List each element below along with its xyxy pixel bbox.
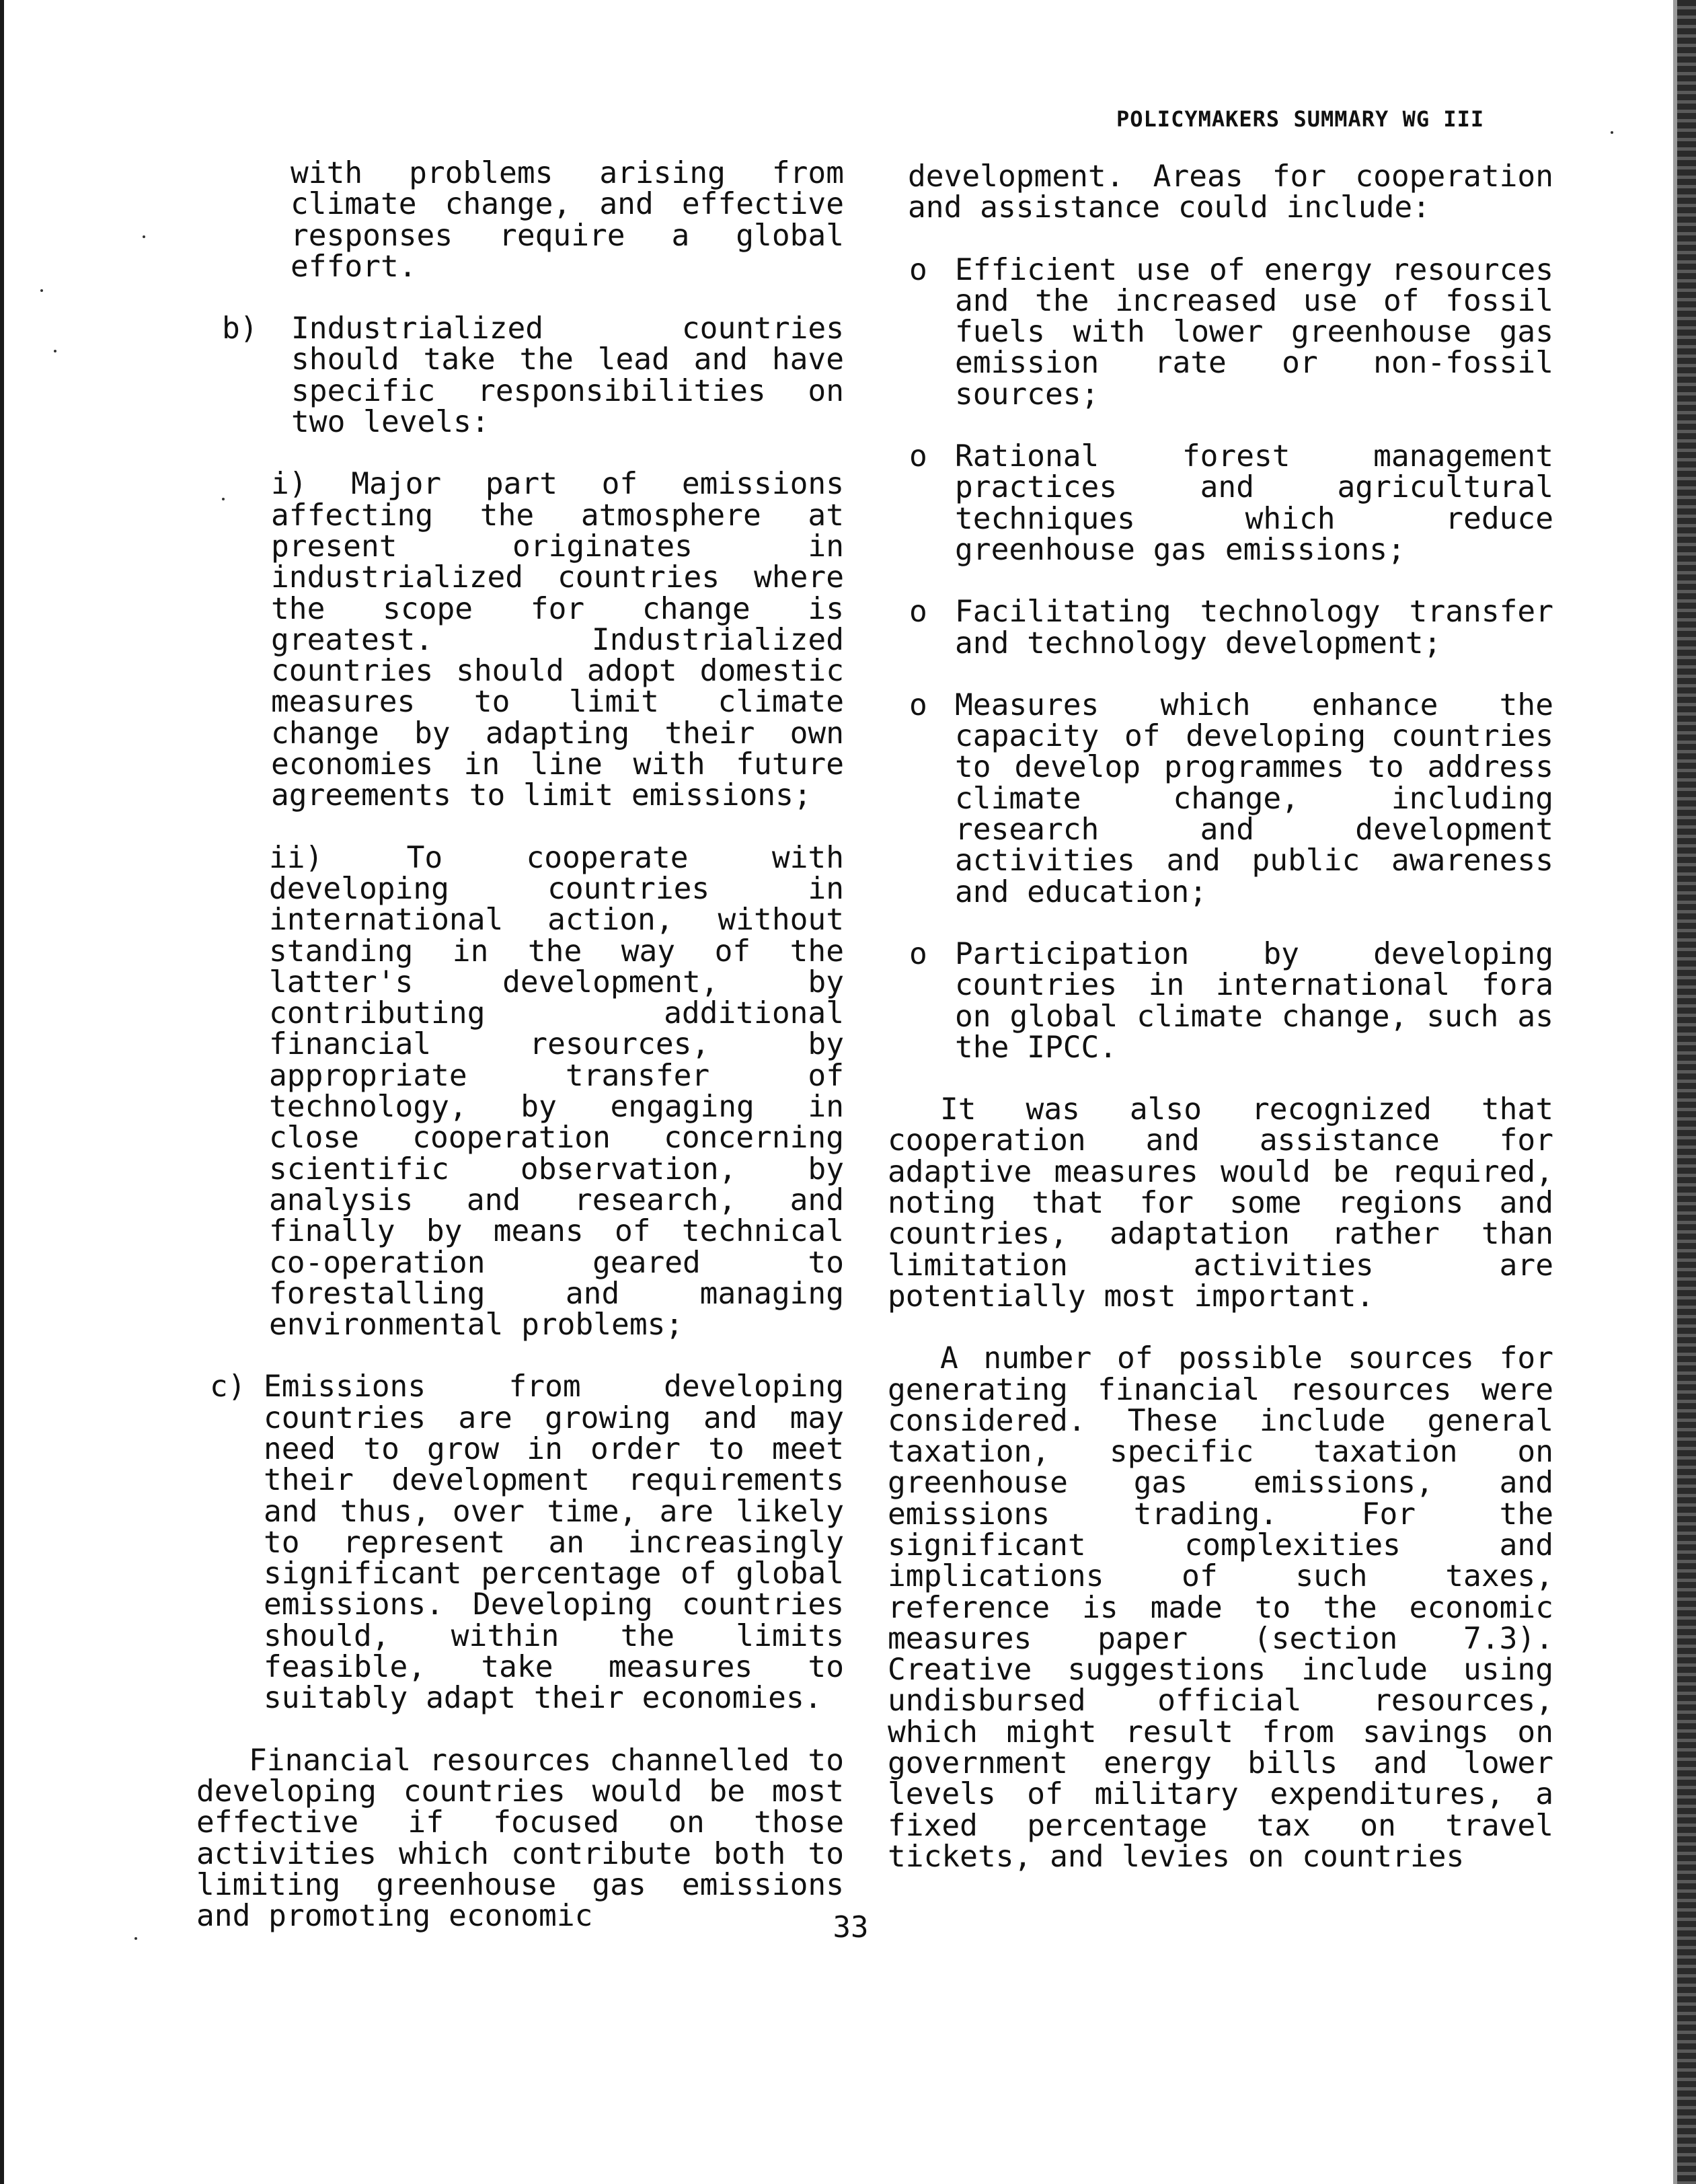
running-header: POLICYMAKERS SUMMARY WG III	[1116, 106, 1485, 132]
list-item-text: Emissions from developing countries are growing and may need to grow in order to meet their development requirements and thus, over time, are likely to represent an increasingly significant percentage of global emissions. Developing countries should, within the limits feasible, take measures to suitably adapt their economies.	[264, 1369, 844, 1716]
page-number: 33	[833, 1910, 869, 1945]
bullet-text: Facilitating technology transfer and technology development;	[955, 595, 1553, 661]
left-column	[198, 158, 844, 1932]
bullet-text: Measures which enhance the capacity of developing countries to develop programmes to address climate change, including research and development activities and public awareness and education;	[955, 687, 1553, 909]
list-marker: b)	[222, 311, 258, 346]
scan-speck	[134, 1937, 137, 1940]
bullet-marker: o	[909, 936, 927, 971]
sub-item-ii: ii) To cooperate with developing countries in international action, without standing in the way of the latter's development, by contributing additional financial resources, by appropriate transfer of technology, by engaging in close cooperation concerning scientific observation, by analysis and research, and finally by means of technical co-operation geared to forestalling and managing environmental problems;	[269, 840, 844, 1343]
bullet-marker: o	[909, 595, 927, 630]
scan-speck	[40, 289, 43, 292]
page-edge-right	[1677, 0, 1696, 2184]
list-item-text: Industrialized countries should take the lead and have specific responsibilities on two levels:	[291, 311, 844, 440]
scan-speck	[1611, 131, 1613, 134]
bullet-item	[888, 687, 1553, 909]
sub-item-i: i) Major part of emissions affecting the atmosphere at present originates in industrialized countries where the scope for change is greatest. Industrialized countries should adopt domestic measures to limit climate change by adapting their own economies in line with future agreements to limit emissions;	[271, 467, 844, 813]
continued-paragraph: development. Areas for cooperation and assistance could include:	[908, 159, 1553, 225]
paragraph-financial-sources: A number of possible sources for generating financial resources were considered. These include general taxation, specific taxation on greenhouse gas emissions, and emissions trading. For the significant complexities and implications of such taxes, reference is made to the economic measures paper (section 7.3). Creative suggestions include using undisbursed official resources, which might result from savings on government energy bills and lower levels of military expenditures, a fixed percentage tax on travel tickets, and levies on countries	[888, 1341, 1553, 1874]
bullet-text: Efficient use of energy resources and the increased use of fossil fuels with lower greenhouse gas emission rate or non-fossil sources;	[955, 252, 1553, 412]
bullet-item	[888, 597, 1553, 659]
continued-paragraph: with problems arising from climate change, and effective responses require a global effort.	[291, 156, 844, 284]
bullet-text: Participation by developing countries in international fora on global climate change, such as the IPCC.	[955, 936, 1553, 1065]
page-edge-left	[0, 0, 4, 2184]
bullet-text: Rational forest management practices and agricultural techniques which reduce greenhouse gas emissions;	[955, 439, 1553, 567]
list-item-b	[222, 313, 844, 438]
paragraph-financial-resources: Financial resources channelled to developing countries would be most effective if focused on those activities which contribute both to limiting greenhouse gas emissions and promoting economic	[196, 1743, 844, 1934]
list-marker: c)	[210, 1369, 246, 1404]
bullet-marker: o	[909, 252, 927, 287]
bullet-marker: o	[909, 439, 927, 474]
list-item-c	[210, 1371, 844, 1714]
paragraph-adaptation: It was also recognized that cooperation and assistance for adaptive measures would be required, noting that for some regions and countries, adaptation rather than limitation activities are potentially most important.	[888, 1092, 1553, 1314]
page-edge-right-shadow	[1673, 0, 1677, 2184]
scan-speck	[143, 235, 145, 238]
bullet-item	[888, 252, 1553, 412]
scan-speck	[54, 350, 56, 352]
right-column	[888, 161, 1553, 1873]
bullet-item	[888, 936, 1553, 1065]
bullet-marker: o	[909, 687, 927, 722]
bullet-item	[888, 441, 1553, 566]
